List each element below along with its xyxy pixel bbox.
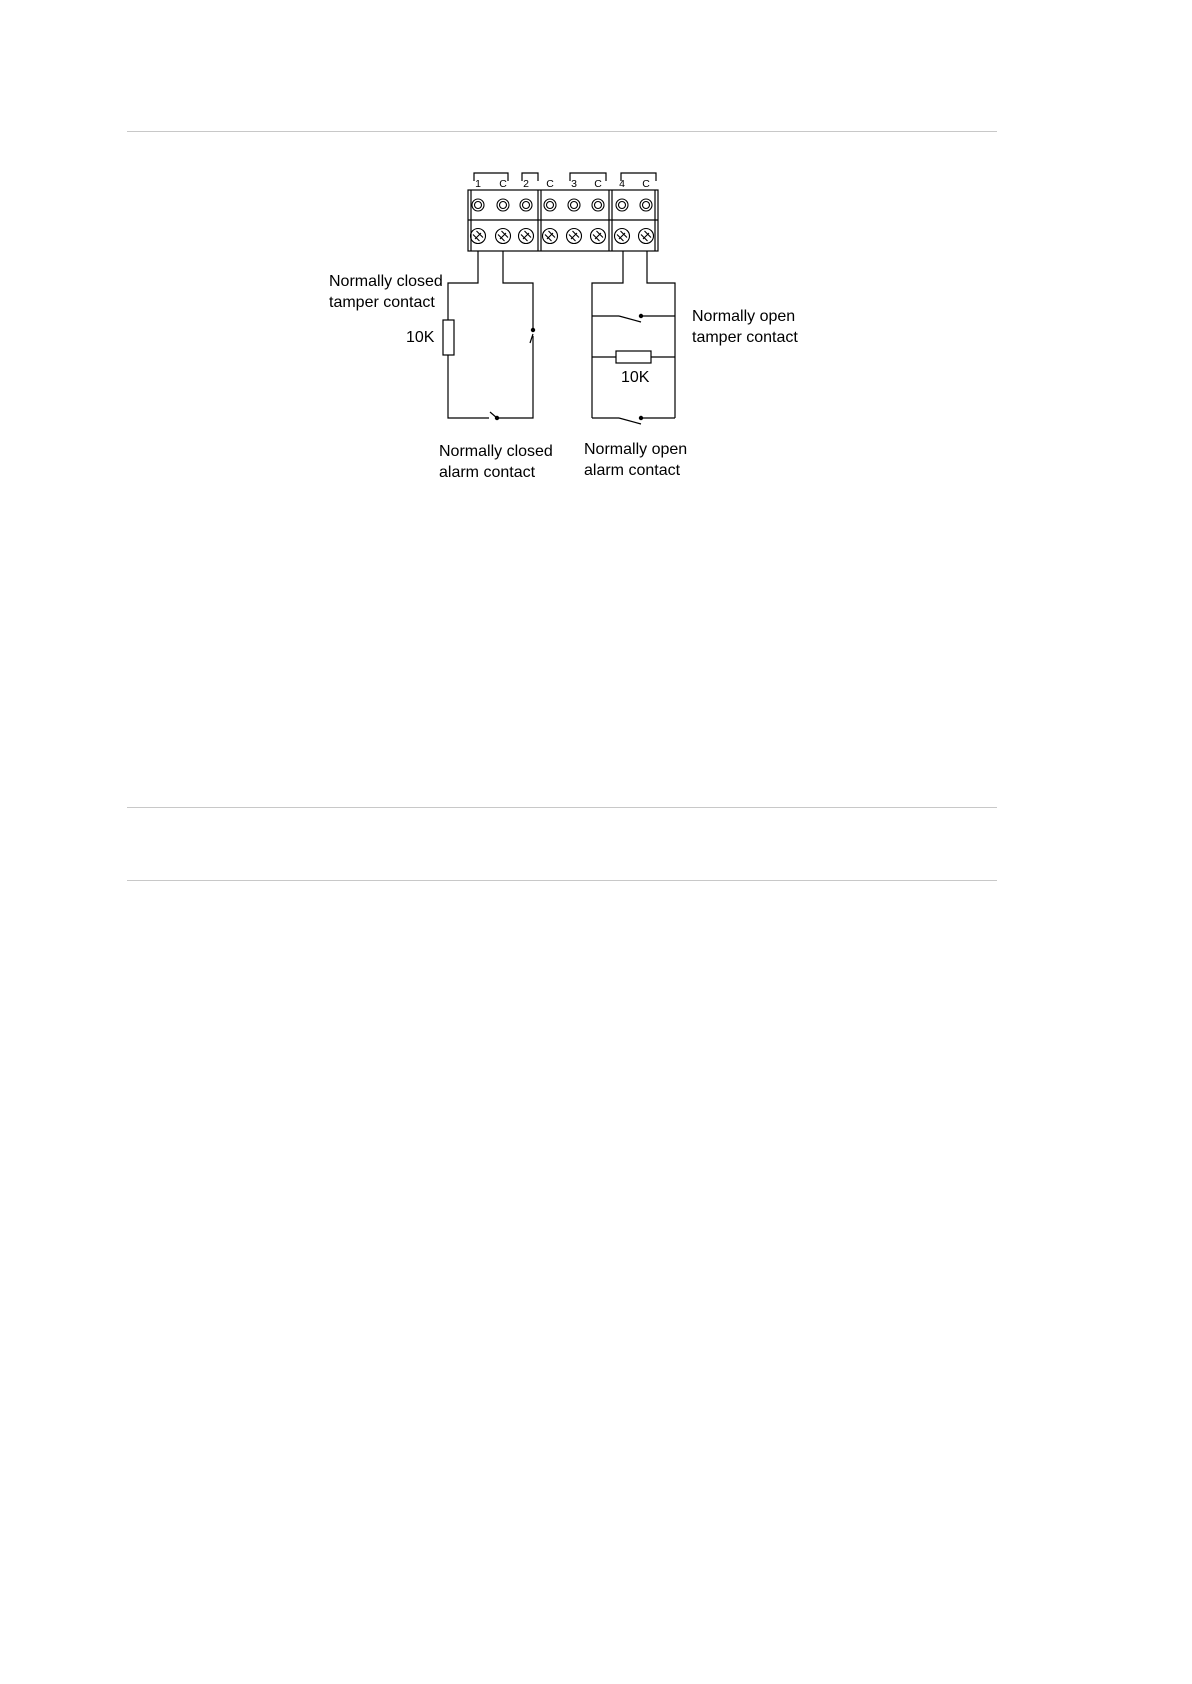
terminal-hole-6 — [592, 199, 604, 211]
nc-tamper-label-line2: tamper contact — [329, 294, 435, 311]
no-resistor — [616, 351, 651, 363]
terminal-hole-8 — [640, 199, 652, 211]
terminal-label-6: C — [594, 178, 602, 190]
no-tamper-contact-switch — [619, 316, 641, 322]
nc-wire-bottom-right — [497, 336, 533, 418]
nc-wire-right-upper — [503, 251, 533, 328]
no-tamper-label-line2: tamper contact — [692, 329, 798, 346]
no-wire-right-lead — [647, 251, 675, 418]
nc-resistor — [443, 320, 454, 355]
nc-wire-left — [448, 251, 478, 320]
terminal-hole-5 — [568, 199, 580, 211]
terminal-hole-2 — [497, 199, 509, 211]
no-resistor-label: 10K — [621, 369, 650, 386]
terminal-label-1: 1 — [475, 178, 481, 190]
nc-tamper-label-line1: Normally closed — [329, 273, 443, 290]
terminal-label-4: C — [546, 178, 554, 190]
terminal-label-3: 2 — [523, 178, 529, 190]
terminal-label-5: 3 — [571, 178, 577, 190]
terminal-hole-7 — [616, 199, 628, 211]
group-bracket-4 — [621, 173, 656, 181]
terminal-label-7: 4 — [619, 178, 625, 190]
no-alarm-label-line1: Normally open — [584, 441, 688, 458]
no-alarm-contact-switch — [619, 418, 641, 424]
no-wire-left-lead — [592, 251, 623, 418]
terminal-label-8: C — [642, 178, 650, 190]
terminal-label-2: C — [499, 178, 507, 190]
nc-wire-left-lower — [448, 355, 489, 418]
terminal-hole-4 — [544, 199, 556, 211]
nc-resistor-label: 10K — [406, 329, 435, 346]
nc-alarm-label-line1: Normally closed — [439, 443, 553, 460]
middle-divider — [127, 807, 997, 808]
no-tamper-label-line1: Normally open — [692, 308, 796, 325]
nc-alarm-label-line2: alarm contact — [439, 464, 536, 481]
terminal-hole-1 — [472, 199, 484, 211]
bottom-divider — [127, 880, 997, 881]
no-alarm-label-line2: alarm contact — [584, 462, 681, 479]
terminal-hole-3 — [520, 199, 532, 211]
